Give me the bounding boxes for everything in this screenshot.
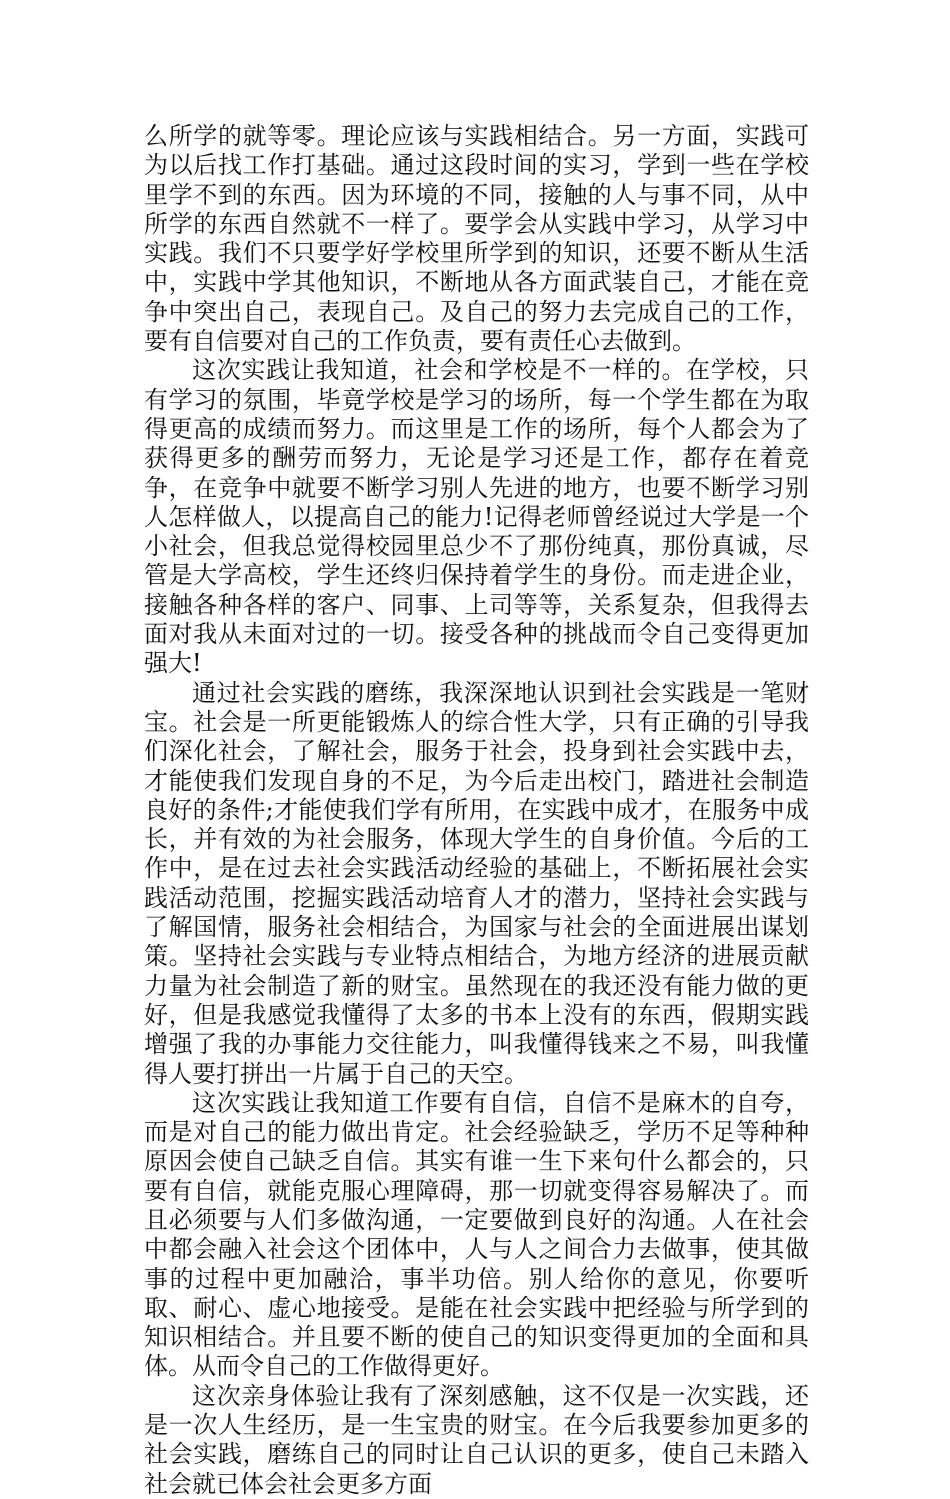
body-paragraph-confidence: 这次实践让我知道工作要有自信，自信不是麻木的自夸，而是对自己的能力做出肯定。社会经验缺乏，学历不足等种种原因会使自己缺乏自信。其实有谁一生下来句什么都会的，只要有自信，就能克服心理障碍，那一切就变得容易解决了。而且必须要与人们多做沟通，一定要做到良好的沟通。人在社会中都会融入社会这个团体中，人与人之间合力去做事，使其做事的过程中更加融洽，事半功倍。别人给你的意见，你要听取、耐心、虚心地接受。是能在社会实践中把经验与所学到的知识相结合。并且要不断的使自己的知识变得更加的全面和具体。从而令自己的工作做得更好。 — [144, 1088, 809, 1381]
body-paragraph-school-vs-society: 这次实践让我知道，社会和学校是不一样的。在学校，只有学习的氛围，毕竟学校是学习的场所，每一个学生都在为取得更高的成绩而努力。而这里是工作的场所，每个人都会为了获得更多的酬劳而努力，无论是学习还是工作，都存在着竞争，在竞争中就要不断学习别人先进的地方，也要不断学习别人怎样做人，以提高自己的能力!记得老师曾经说过大学是一个小社会，但我总觉得校园里总少不了那份纯真，那份真诚，尽管是大学高校，学生还终归保持着学生的身份。而走进企业，接触各种各样的客户、同事、上司等等，关系复杂，但我得去面对我从未面对过的一切。接受各种的挑战而令自己变得更加强大! — [144, 356, 809, 678]
body-paragraph-personal-experience: 这次亲身体验让我有了深刻感触，这不仅是一次实践，还是一次人生经历，是一生宝贵的财宝。在今后我要参加更多的社会实践，磨练自己的同时让自己认识的更多，使自己未踏入社会就已体会社会更多方面 — [144, 1381, 809, 1498]
body-paragraph-social-practice-value: 通过社会实践的磨练，我深深地认识到社会实践是一笔财宝。社会是一所更能锻炼人的综合性大学，只有正确的引导我们深化社会，了解社会，服务于社会，投身到社会实践中去，才能使我们发现自身的不足，为今后走出校门，踏进社会制造良好的条件;才能使我们学有所用，在实践中成才，在服务中成长，并有效的为社会服务，体现大学生的自身价值。今后的工作中，是在过去社会实践活动经验的基础上，不断拓展社会实践活动范围，挖掘实践活动培育人才的潜力，坚持社会实践与了解国情，服务社会相结合，为国家与社会的全面进展出谋划策。坚持社会实践与专业特点相结合，为地方经济的进展贡献力量为社会制造了新的财宝。虽然现在的我还没有能力做的更好，但是我感觉我懂得了太多的书本上没有的东西，假期实践增强了我的办事能力交往能力，叫我懂得钱来之不易，叫我懂得人要打拼出一片属于自己的天空。 — [144, 678, 809, 1088]
document-page — [144, 122, 809, 1499]
body-paragraph-continued: 么所学的就等零。理论应该与实践相结合。另一方面，实践可为以后找工作打基础。通过这段时间的实习，学到一些在学校里学不到的东西。因为环境的不同，接触的人与事不同，从中所学的东西自然就不一样了。要学会从实践中学习，从学习中实践。我们不只要学好学校里所学到的知识，还要不断从生活中，实践中学其他知识，不断地从各方面武装自己，才能在竞争中突出自己，表现自己。及自己的努力去完成自己的工作，要有自信要对自己的工作负责，要有责任心去做到。 — [144, 122, 809, 356]
